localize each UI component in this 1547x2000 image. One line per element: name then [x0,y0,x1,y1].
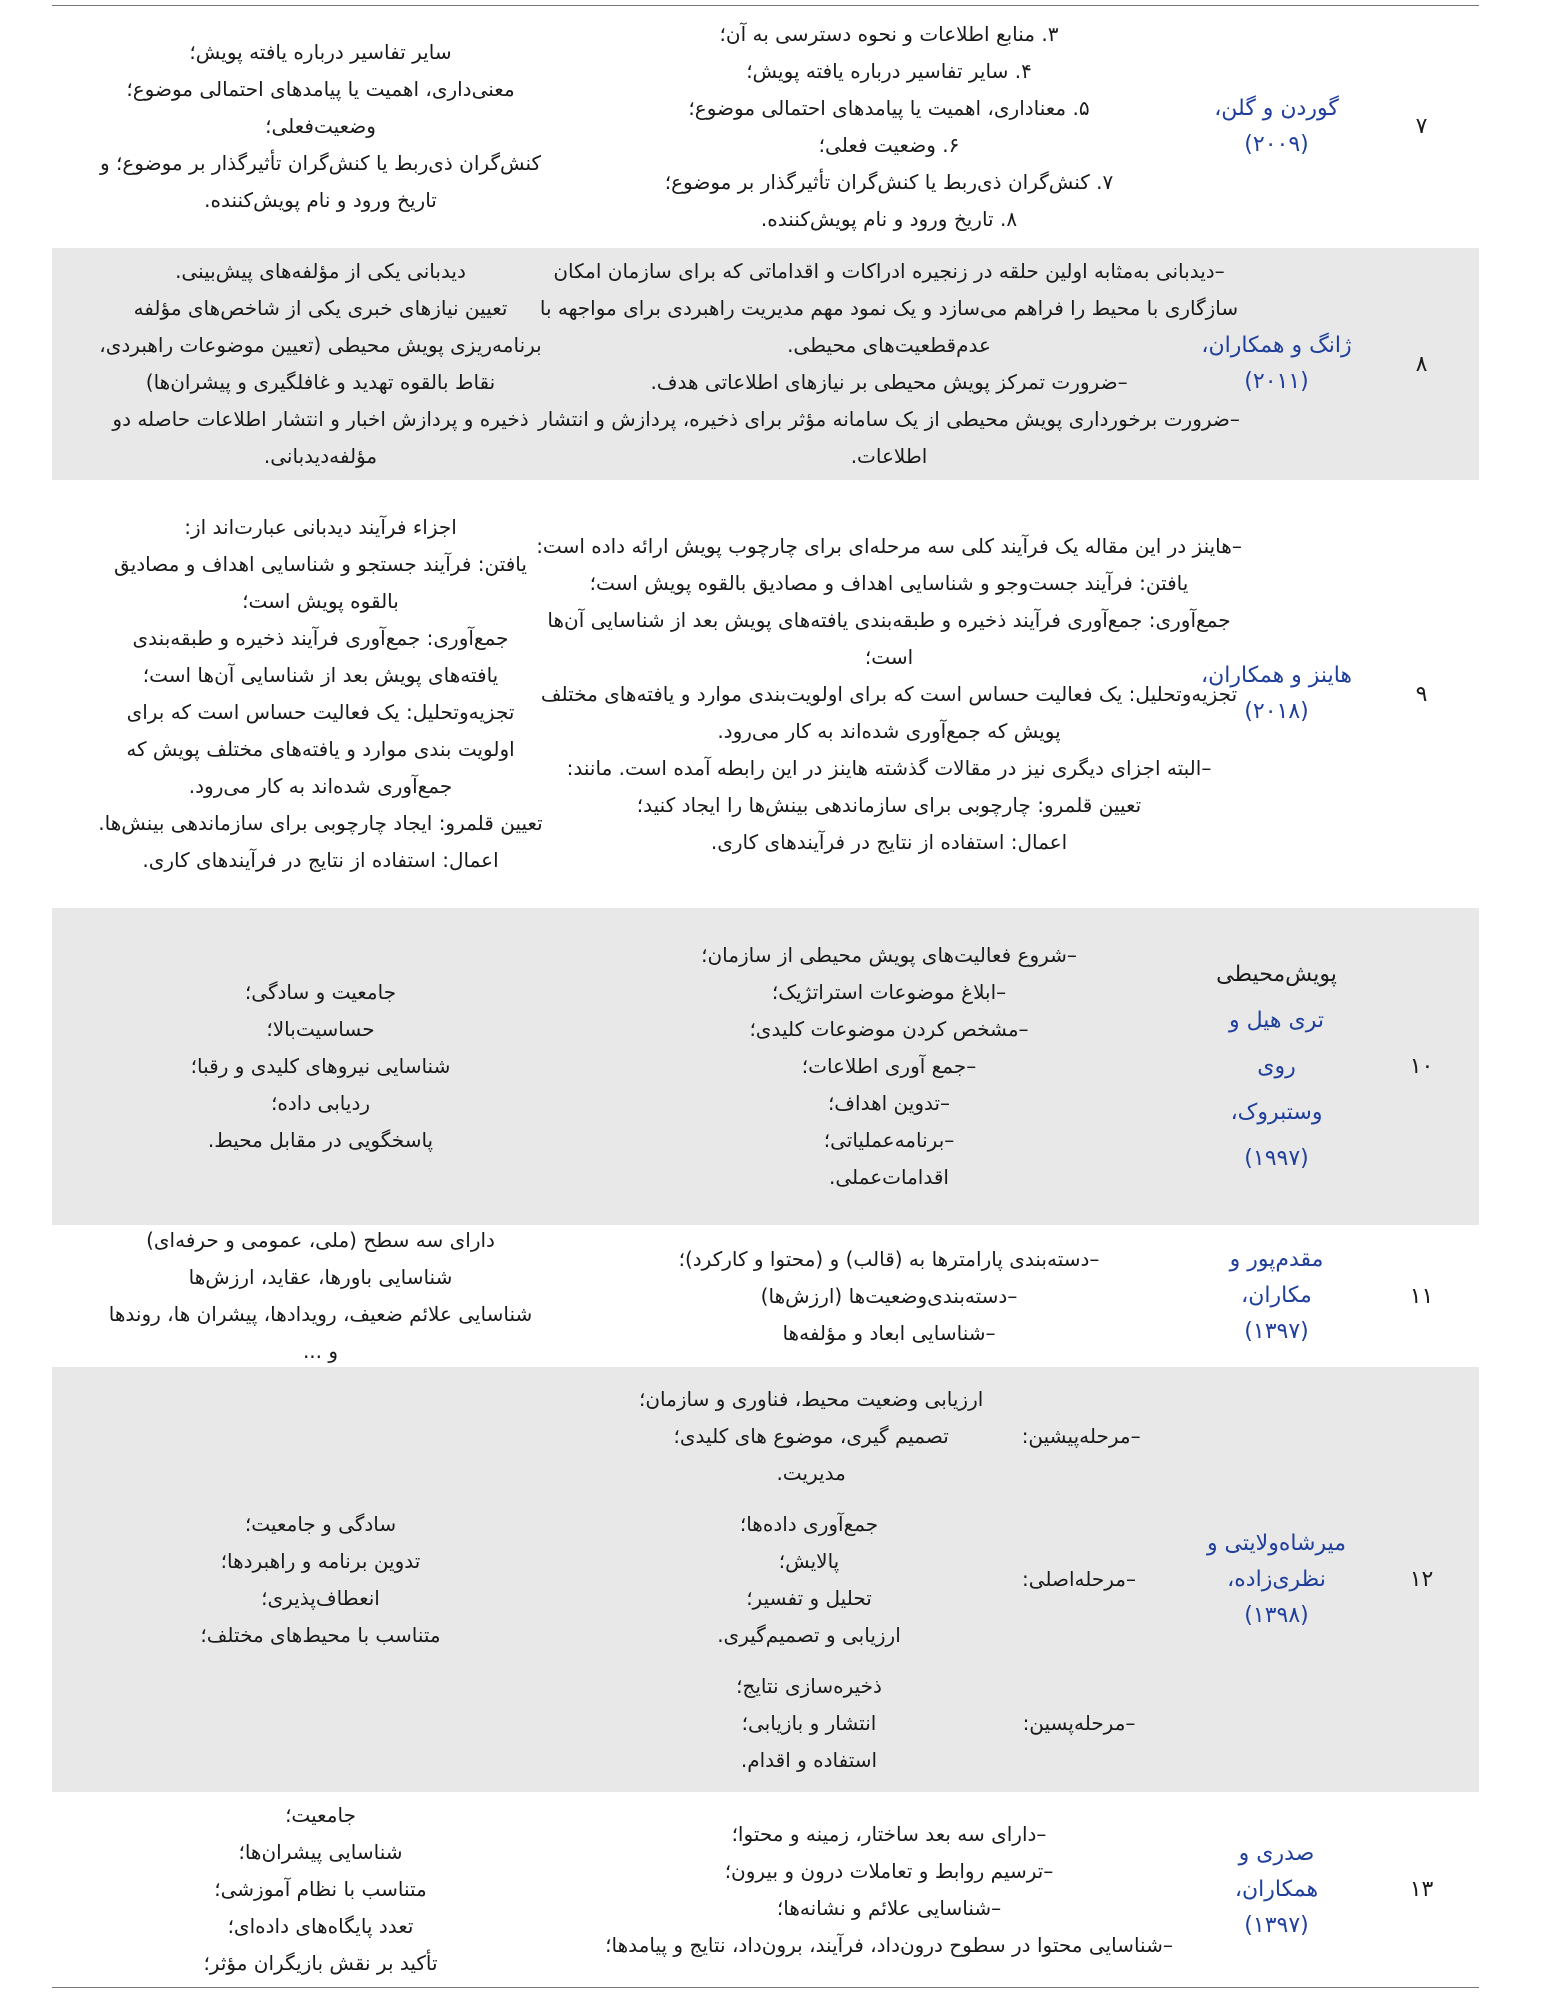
text-line: متناسب با محیط‌های مختلف؛ [200,1622,441,1647]
text-line: دیدبانی یکی از مؤلفه‌های پیش‌بینی. [175,259,466,283]
text-line: –شناسایی ابعاد و مؤلفه‌ها [782,1320,996,1345]
author-line: (۲۰۰۹) [1244,131,1309,157]
components-cell [538,248,1240,480]
features-cell [52,1225,589,1367]
components-cell [589,1367,1189,1792]
text-line: استفاده و اقدام. [740,1747,878,1772]
text-line: –هاینز در این مقاله یک فرآیند کلی سه مرحله‌ای برای چارچوب پویش ارائه داده است: [536,533,1242,558]
text-line: تأکید بر نقش بازیگران مؤثر؛ [203,1951,438,1975]
text-line: –برنامه‌عملیاتی؛ [823,1128,955,1152]
row-number: ۸ [1415,351,1428,377]
text-line: متناسب با نظام آموزشی؛ [214,1877,427,1901]
text-line: ۸. تاریخ ورود و نام پویش‌کننده. [760,206,1018,231]
text-line: سازگاری با محیط را فراهم می‌سازد و یک نمود مهم مدیریت راهبردی برای مواجهه با [539,296,1239,320]
text-line: –دیدبانی به‌مثابه اولین حلقه در زنجیره ادراکات و اقداماتی که برای سازمان امکان [553,259,1225,283]
text-line: کنش‌گران ذی‌ربط یا کنش‌گران تأثیرگذار بر موضوع؛ و [99,151,542,175]
text-line: –دارای سه بعد ساختار، زمینه و محتوا؛ [731,1821,1047,1846]
text-line: اولویت بندی موارد و یافته‌های مختلف پویش که [126,737,515,761]
text-line: ۶. وضعیت فعلی؛ [818,132,960,157]
table-row [52,908,1479,1225]
text-line: –جمع آوری اطلاعات؛ [801,1054,977,1078]
author-line: روی [1257,1053,1296,1079]
text-line: –دسته‌بندی‌وضعیت‌ها (ارزش‌ها) [760,1283,1018,1308]
row-number: ۱۲ [1409,1567,1434,1592]
text-line: یافته‌های پویش بعد از شناسایی آن‌ها است؛ [142,663,499,687]
text-line: –تدوین اهداف؛ [827,1091,951,1115]
text-line: –مشخص کردن موضوعات کلیدی؛ [749,1017,1029,1041]
features-cell [52,480,589,908]
text-line: عدم‌قطعیت‌های محیطی. [787,333,991,357]
phase-block [599,1381,1179,1492]
author-line: وستبروک، [1230,1099,1323,1125]
text-line: تعدد پایگاه‌های داده‌ای؛ [227,1914,414,1938]
text-line: مؤلفه‌دیدبانی. [263,444,378,468]
table-row [52,248,1479,480]
text-line: بالقوه پویش است؛ [242,589,399,613]
table-bottom-rule [52,1987,1479,1988]
text-line: شناسایی نیروهای کلیدی و رقبا؛ [190,1054,451,1078]
text-line: دارای سه سطح (ملی، عمومی و حرفه‌ای) [146,1228,495,1252]
author-line: تری هیل و [1229,1007,1324,1033]
author-cell [1189,5,1364,248]
text-line: جمع‌آوری: جمع‌آوری فرآیند ذخیره و طبقه‌بندی یافته‌های پویش بعد از شناسایی آن‌ها [547,607,1231,632]
author-line: (۲۰۱۱) [1244,369,1309,394]
text-line: اجزاء فرآیند دیدبانی عبارت‌اند از: [184,515,457,539]
author-line: نظری‌زاده، [1227,1566,1326,1592]
text-line: تحلیل و تفسیر؛ [746,1585,872,1610]
text-line: ردیابی داده؛ [270,1091,371,1115]
components-cell [589,908,1189,1225]
table-row [52,1792,1479,1987]
components-cell [589,1225,1189,1367]
author-cell [1189,1792,1364,1987]
text-line: جمع‌آوری: جمع‌آوری فرآیند ذخیره و طبقه‌بندی [132,626,509,650]
author-line: (۱۹۹۷) [1244,1145,1309,1171]
author-line: مقدم‌پور و مکاران، [1229,1247,1324,1308]
text-line: ارزیابی وضعیت محیط، فناوری و سازمان؛ [639,1386,984,1411]
text-line: انعطاف‌پذیری؛ [261,1585,380,1610]
features-cell [52,1792,589,1987]
author-cell [1189,1225,1364,1367]
text-line: ۴. سایر تفاسیر درباره یافته پویش؛ [746,58,1032,83]
text-line: وضعیت‌فعلی؛ [265,114,376,138]
text-line: تعیین قلمرو: ایجاد چارچوبی برای سازماندهی بینش‌ها. [98,811,543,835]
text-line: سادگی و جامعیت؛ [244,1511,397,1536]
text-line: تجزیه‌وتحلیل: یک فعالیت حساس است که برای اولویت‌بندی موارد و یافته‌های مختلف [540,681,1238,706]
components-cell [589,1792,1189,1987]
row-number: ۱۱ [1409,1283,1434,1309]
phase-block [599,1668,1179,1779]
components-cell [536,480,1242,908]
text-line: حساسیت‌بالا؛ [266,1017,375,1041]
components-cell [589,5,1189,248]
row-number: ۹ [1415,681,1428,707]
text-line: اعمال: استفاده از نتایج در فرآیندهای کاری. [710,829,1068,854]
row-number: ۱۳ [1409,1877,1434,1902]
text-line: –شروع فعالیت‌های پویش محیطی از سازمان؛ [701,943,1077,967]
text-line: اعمال: استفاده از نتایج در فرآیندهای کاری. [142,848,499,872]
text-line: –ضرورت تمرکز پویش محیطی بر نیازهای اطلاعاتی هدف. [650,370,1128,394]
table-row [52,5,1479,248]
text-line: –ترسیم روابط و تعاملات درون و بیرون؛ [724,1858,1054,1883]
author-cell [1189,908,1364,1225]
author-line: میرشاه‌ولایتی و [1206,1530,1347,1556]
author-cell [1189,1367,1364,1792]
text-line: شناسایی علائم ضعیف، رویدادها، پیشران ها، روندها [108,1302,533,1326]
features-cell [52,248,589,480]
text-line: ذخیره و پردازش اخبار و انتشار اطلاعات حاصله دو [112,407,529,431]
table-row [52,480,1479,908]
author-line: هاینز و همکاران، [1201,663,1352,688]
phase-items [599,1506,979,1654]
text-line: –شناسایی علائم و نشانه‌ها؛ [776,1895,1002,1920]
text-line: شناسایی پیشران‌ها؛ [238,1840,403,1864]
text-line: تصمیم گیری، موضوع های کلیدی؛ [673,1423,949,1448]
table-row [52,1225,1479,1367]
phase-label: –مرحله‌پسین: [1022,1710,1136,1735]
text-line: اقدامات‌عملی. [829,1165,949,1189]
text-line: تعیین نیازهای خبری یکی از شاخص‌های مؤلفه [133,296,508,320]
text-line: –دسته‌بندی پارامترها به (قالب) و (محتوا و کارکرد)؛ [678,1246,1100,1271]
features-cell [52,5,589,248]
text-line: تدوین برنامه و راهبردها؛ [220,1548,421,1573]
row-number: ۱۰ [1409,1054,1434,1079]
text-line: ارزیابی و تصمیم‌گیری. [717,1622,901,1647]
text-line: شناسایی باورها، عقاید، ارزش‌ها [188,1265,453,1289]
phase-label: –مرحله‌پیشین: [1021,1423,1141,1448]
text-line: –ابلاغ موضوعات استراتژیک؛ [771,980,1007,1004]
text-line: تاریخ ورود و نام پویش‌کننده. [204,188,437,212]
phase-label: –مرحله‌اصلی: [1021,1567,1137,1591]
text-line: پاسخگویی در مقابل محیط. [207,1128,434,1152]
phase-list [599,1381,1179,1779]
text-line: سایر تفاسیر درباره یافته پویش؛ [189,40,452,64]
text-line: یافتن: فرآیند جست‌وجو و شناسایی اهداف و مصادیق بالقوه پویش است؛ [589,570,1189,595]
text-line: است؛ [864,644,914,669]
phase-block [599,1506,1179,1654]
phase-items [599,1381,983,1492]
text-line: –البته اجزای دیگری نیز در مقالات گذشته هاینز در این رابطه آمده است. مانند: [566,755,1212,780]
text-line: تجزیه‌وتحلیل: یک فعالیت حساس است که برای [126,700,515,724]
author-line: گوردن و گلن، [1214,95,1339,121]
author-line: (۱۳۹۷) [1244,1319,1309,1344]
text-line: پالایش؛ [778,1548,840,1573]
text-line: پویش که جمع‌آوری شده‌اند به کار می‌رود. [717,718,1061,743]
text-line: تعیین قلمرو: چارچوبی برای سازماندهی بینش‌ها را ایجاد کنید؛ [636,792,1142,817]
text-line: اطلاعات. [850,444,928,468]
author-line: ژانگ و همکاران، [1201,333,1352,358]
text-line: ذخیره‌سازی نتایج؛ [736,1673,882,1698]
text-line: نقاط بالقوه تهدید و غافلگیری و پیشران‌ها) [145,370,496,394]
text-line: انتشار و بازیابی؛ [741,1710,877,1735]
features-cell [52,908,589,1225]
text-line: ۵. معناداری، اهمیت یا پیامدهای احتمالی موضوع؛ [688,95,1090,120]
author-line: (۲۰۱۸) [1244,699,1309,724]
text-line: جامعیت و سادگی؛ [244,980,397,1004]
text-line: ۷. کنش‌گران ذی‌ربط یا کنش‌گران تأثیرگذار بر موضوع؛ [664,169,1114,194]
text-line: جمع‌آوری داده‌ها؛ [739,1511,879,1536]
table-row [52,1367,1479,1792]
author-line: صدری و همکاران، [1234,1840,1319,1902]
phase-items [599,1668,979,1779]
text-line: جامعیت؛ [285,1803,356,1827]
text-line: ۳. منابع اطلاعات و نحوه دسترسی به آن؛ [719,21,1059,46]
features-cell [52,1367,589,1792]
author-line: (۱۳۹۸) [1244,1602,1309,1628]
text-line: و ... [302,1339,339,1363]
text-line: مدیریت. [776,1460,846,1485]
text-line: جمع‌آوری شده‌اند به کار می‌رود. [188,774,453,798]
text-line: –شناسایی محتوا در سطوح درون‌داد، فرآیند، برون‌داد، نتایج و پیامدها؛ [605,1932,1173,1957]
row-number: ۷ [1415,114,1428,139]
author-line: (۱۳۹۷) [1244,1912,1309,1938]
text-line: –ضرورت برخورداری پویش محیطی از یک سامانه مؤثر برای ذخیره، پردازش و انتشار [538,407,1240,431]
text-line: برنامه‌ریزی پویش محیطی (تعیین موضوعات راهبردی، [99,333,542,357]
text-line: معنی‌داری، اهمیت یا پیامدهای احتمالی موضوع؛ [126,77,515,101]
text-line: یافتن: فرآیند جستجو و شناسایی اهداف و مصادیق [114,552,527,576]
author-line: پویش‌محیطی [1216,961,1337,987]
